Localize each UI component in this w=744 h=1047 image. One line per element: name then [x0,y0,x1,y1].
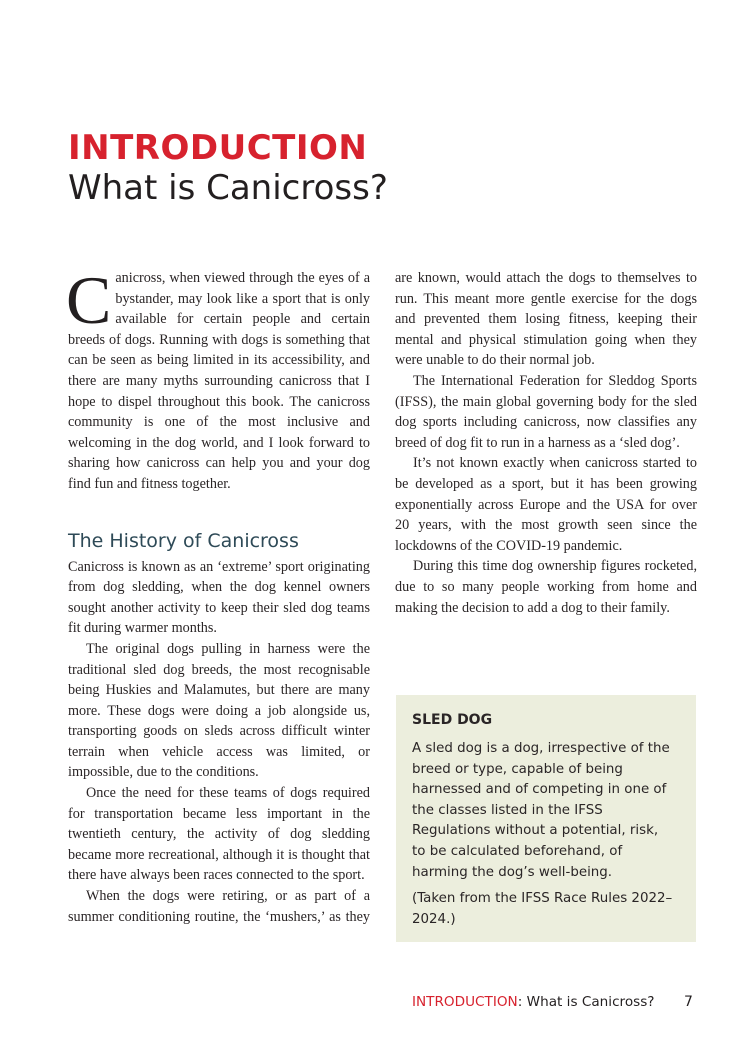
right-column [395,268,697,618]
footer-separator: : [517,994,523,1010]
sidebar-definition: A sled dog is a dog, irrespective of the breed or type, capable of being harnessed and of competing in one of the classes listed in the IFSS Regulations without a potential, risk, to be calculated beforehand, of harming the dog’s well-being. [412,741,670,880]
history-paragraph: Canicross is known as an ‘extreme’ sport originating from dog sledding, when the dog kennel owners sought another activity to keep their sled dog teams fit during warmer months. [68,558,370,637]
history-paragraph: The International Federation for Sleddog Sports (IFSS), the main global governing body for the sled dog sports including canicross, now classifies any breed of dog fit to run in a harness as a ‘sled dog’. [395,372,697,451]
history-paragraph: It’s not known exactly when canicross started to be developed as a sport, but it has been growing exponentially across Europe and the USA for over 20 years, with the most growth seen since the lockdowns of the COVID-19 pandemic. [395,455,697,554]
history-paragraph-continuation: are known, would attach the dogs to themselves to run. This meant more gentle exercise for the dogs and prevented them losing fitness, keeping their mental and physical stimulation going when they were unable to do their normal job. [395,270,697,369]
history-paragraph: During this time dog ownership figures rocketed, due to so many people working from home and making the decision to add a dog to their family. [395,558,697,616]
sled-dog-definition-box [396,695,696,942]
chapter-title: What is Canicross? [68,168,388,208]
section-heading-history: The History of Canicross [68,529,299,552]
chapter-label: INTRODUCTION [68,128,368,168]
footer-chapter-title: What is Canicross? [522,994,655,1010]
intro-text: anicross, when viewed through the eyes of a bystander, may look like a sport that is only available for certain people and certain breeds of dogs. Running with dogs is something that can be seen as being limited in its accessibility, and there are many myths surrounding canicross that I hope to dispel throughout this book. The canicross community is one of the most inclusive and welcoming in the dog world, and I look forward to sharing how canicross can help you and your dog find fun and fitness together. [68,270,370,492]
history-paragraph: The original dogs pulling in harness were the traditional sled dog breeds, the most recognisable being Huskies and Malamutes, but there are many more. These dogs were doing a job alongside us, transporting goods on sleds across difficult winter terrain when vehicle access was limited, or impossible, due to the conditions. [68,640,370,781]
sidebar-title: SLED DOG [412,712,493,728]
sidebar-source: (Taken from the IFSS Race Rules 2022–2024.) [412,891,673,927]
running-footer [412,994,655,1010]
intro-paragraph [66,262,370,495]
drop-cap: C [66,262,112,338]
chapter-header [68,128,388,208]
history-paragraph-continued: When the dogs were retiring, or as part of a summer conditioning routine, the ‘mushers,’ as they [68,888,370,925]
left-column [66,262,370,927]
footer-chapter-label: INTRODUCTION [412,994,518,1010]
page-number: 7 [684,994,693,1010]
history-paragraph: Once the need for these teams of dogs required for transportation became less important in the twentieth century, the activity of dog sledding became more recreational, although it is thought that there have always been races connected to the sport. [68,785,370,884]
